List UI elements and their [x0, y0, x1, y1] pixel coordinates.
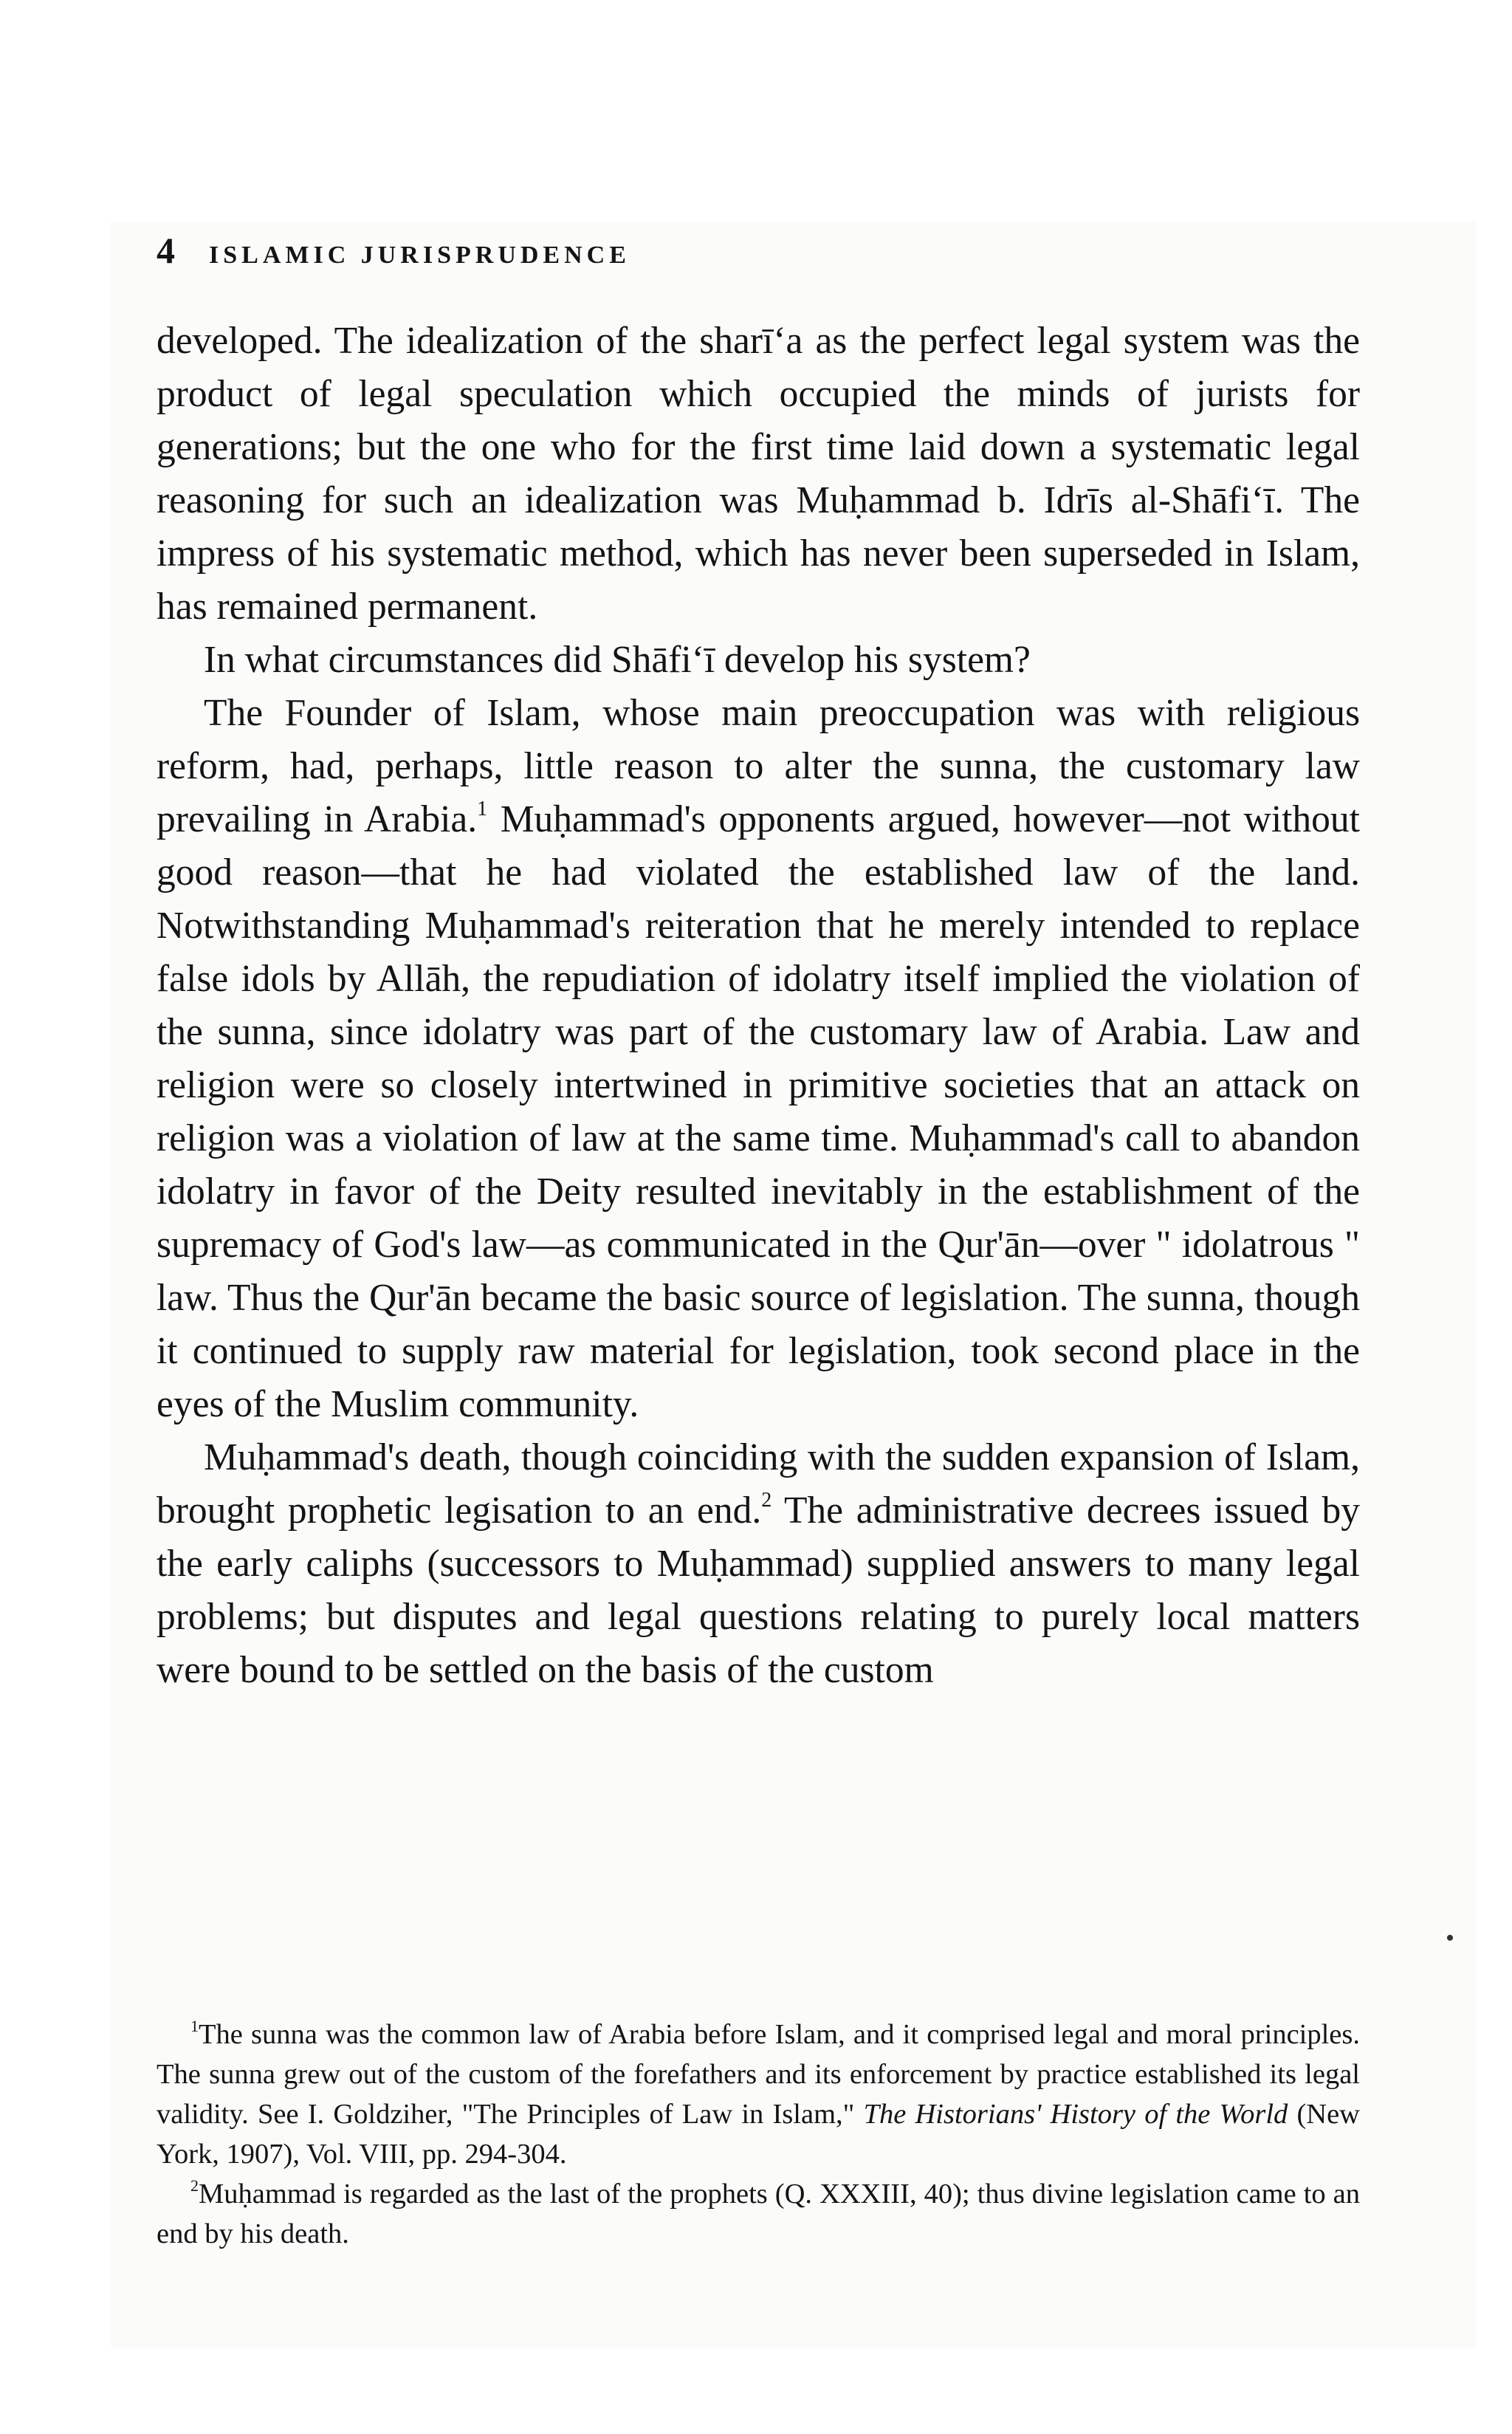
- scan-speck: [1447, 1935, 1453, 1941]
- footnote-2-mark: 2: [190, 2176, 199, 2195]
- paragraph-2: In what circumstances did Shāfi‘ī develop his system?: [204, 639, 1031, 681]
- footnote-1-text-b: (New York, 1907), Vol. VIII, pp. 294-304.: [157, 2099, 1360, 2170]
- footnote-1-text-a: The sunna was the common law of Arabia before Islam, and it comprised legal and moral principles. The sunna grew out of the custom of the forefathers and its enforcement by practice established its legal validity. See I. Goldziher, "The Principles of Law in Islam,": [157, 2019, 1360, 2130]
- paragraph-4-part-b: The administrative decrees issued by the early caliphs (successors to Muḥammad) supplied answers to many legal problems; but disputes and legal questions relating to purely local matters were bound to be settled on the basis of the custom: [157, 1489, 1360, 1691]
- footnote-1-book-title: The Historians' History of the World: [863, 2099, 1288, 2130]
- footnote-1: [157, 2015, 1360, 2174]
- footnote-1-mark: 1: [190, 2017, 199, 2035]
- footnote-ref-2: 2: [761, 1489, 772, 1512]
- footnote-ref-1: 1: [477, 798, 488, 820]
- running-head: [157, 229, 630, 273]
- paragraph-1: developed. The idealization of the sharī‘a as the perfect legal system was the product of legal speculation which occupied the minds of jurists for generations; but the one who for the first time laid down a systematic legal reasoning for such an idealization was Muḥammad b. Idrīs al-Shāfi‘ī. The impress of his systematic method, which has never been superseded in Islam, has remained permanent.: [157, 320, 1360, 628]
- page-number: 4: [157, 230, 175, 271]
- paragraph-3: [157, 687, 1360, 1431]
- paragraph-4-part-a: Muḥammad's death, though coinciding with the sudden expansion of Islam, brought prophetic legisation to an end.: [157, 1436, 1360, 1532]
- paragraph-3-part-a: The Founder of Islam, whose main preoccupation was with religious reform, had, perhaps, little reason to alter the sunna, the customary law prevailing in Arabia.: [157, 692, 1360, 840]
- footnote-2: [157, 2174, 1360, 2254]
- footnote-2-text: Muḥammad is regarded as the last of the prophets (Q. XXXIII, 40); thus divine legislation came to an end by his death.: [157, 2178, 1360, 2249]
- footnotes: [157, 2015, 1360, 2254]
- paragraph-4: [157, 1431, 1360, 1697]
- paragraph-3-part-b: Muḥammad's opponents argued, however—not without good reason—that he had violated the established law of the land. Notwithstanding Muḥammad's reiteration that he merely intended to replace false idols by Allāh, the repudiation of idolatry itself implied the violation of the sunna, since idolatry was part of the customary law of Arabia. Law and religion were so closely intertwined in primitive societies that an attack on religion was a violation of law at the same time. Muḥammad's call to abandon idolatry in favor of the Deity resulted inevitably in the establishment of the supremacy of God's law—as communicated in the Qur'ān—over " idolatrous " law. Thus the Qur'ān became the basic source of legislation. The sunna, though it continued to supply raw material for legislation, took second place in the eyes of the Muslim community.: [157, 798, 1360, 1425]
- running-title: ISLAMIC JURISPRUDENCE: [209, 241, 630, 269]
- body-text: [157, 315, 1360, 1697]
